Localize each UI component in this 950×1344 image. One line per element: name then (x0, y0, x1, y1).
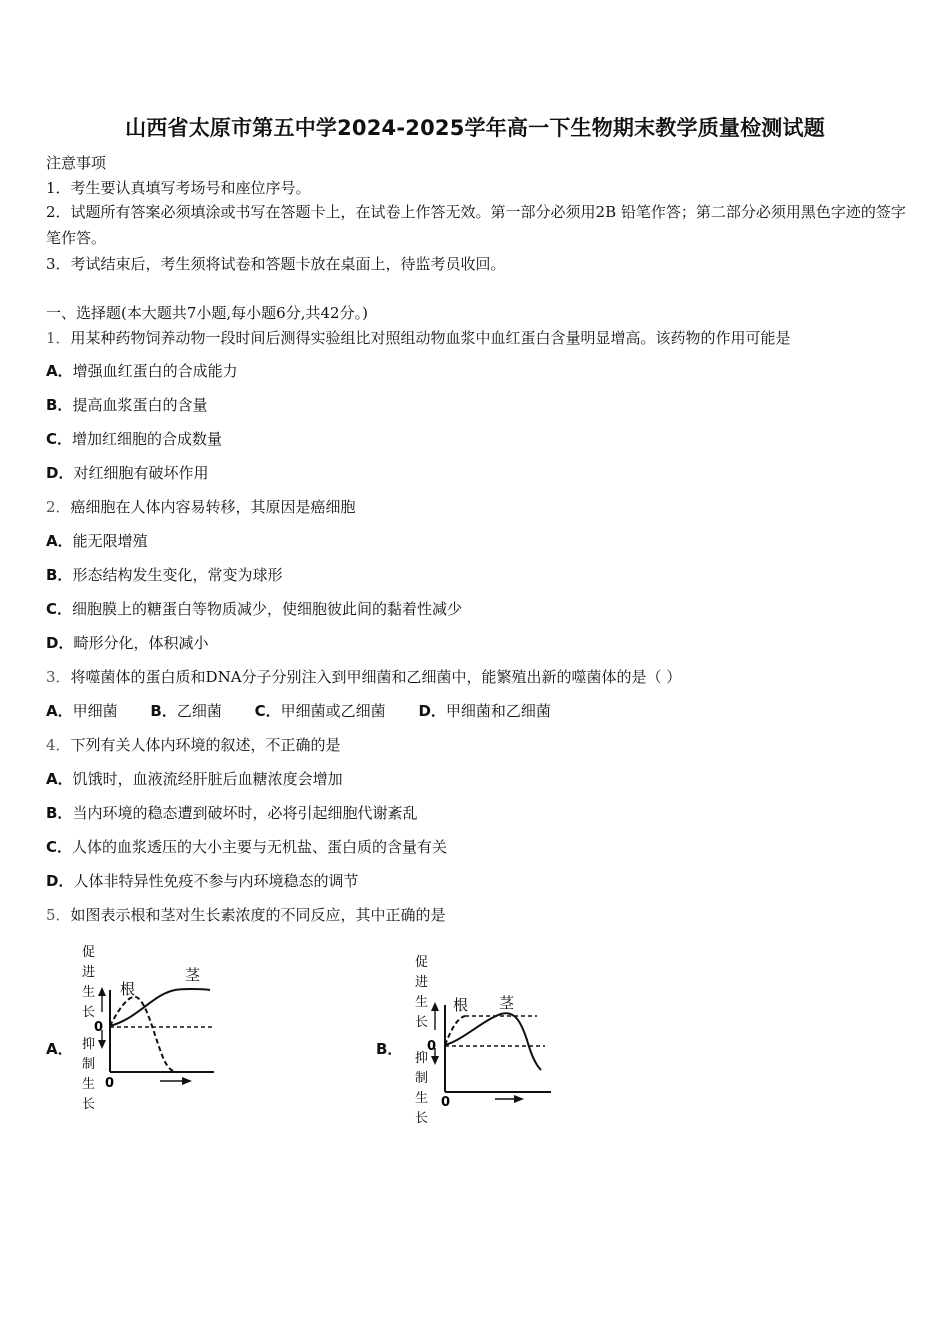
label-zero-x: 0 (105, 1076, 115, 1091)
question-stem: 如图表示根和茎对生长素浓度的不同反应，其中正确的是 (70, 906, 446, 924)
option-key: B． (46, 566, 73, 584)
q2-option-a (46, 531, 148, 551)
option-key: C． (254, 702, 281, 720)
right-arrow-icon (182, 1077, 192, 1085)
option-text: 甲细菌 (72, 702, 118, 720)
notice-heading: 注意事项 (46, 154, 107, 172)
q1-option-c (46, 429, 222, 449)
label-inhibit-3: 生 (82, 1077, 96, 1092)
option-key: B． (46, 396, 73, 414)
option-text: 人体的血浆透压的大小主要与无机盐、蛋白质的含量有关 (72, 838, 448, 856)
label-promote-4: 长 (82, 1005, 96, 1020)
q5-option-b (376, 1039, 402, 1059)
q4-option-b (46, 803, 417, 823)
label-promote-3: 生 (82, 985, 96, 1000)
option-text: 提高血浆蛋白的含量 (72, 396, 208, 414)
option-text: 能无限增殖 (72, 532, 148, 550)
stem-curve (445, 1013, 541, 1070)
option-key: C． (46, 838, 73, 856)
option-text: 饥饿时，血液流经肝脏后血糖浓度会增加 (72, 770, 343, 788)
label-promote-4: 长 (415, 1015, 429, 1030)
notice-item-1: 1．考生要认真填写考场号和座位序号。 (46, 179, 311, 197)
q3-option-d (418, 702, 564, 720)
question-number: 2． (46, 498, 71, 516)
option-key: A． (46, 1040, 73, 1058)
graph-b (405, 950, 555, 1128)
q1-option-b (46, 395, 207, 415)
label-inhibit-4: 长 (82, 1097, 96, 1112)
option-key: A． (46, 362, 73, 380)
notice-item-2: 2．试题所有答案必须填涂或书写在答题卡上，在试卷上作答无效。第一部分必须用2B 铅笔作答；第二部分必须用黑色字迹的签字笔作答。 (46, 203, 906, 247)
option-key: A． (46, 702, 73, 720)
right-arrow-icon (514, 1095, 524, 1103)
q4-option-a (46, 769, 343, 789)
down-arrow-icon (431, 1056, 439, 1065)
q1-option-a (46, 361, 238, 381)
option-key: A． (46, 532, 73, 550)
question-number: 5． (46, 906, 71, 924)
option-key: B． (376, 1040, 403, 1058)
option-key: D． (46, 872, 74, 890)
q2-option-c (46, 599, 462, 619)
q5-option-a (46, 1039, 73, 1059)
q3-option-b (150, 702, 235, 720)
option-key: D． (46, 634, 74, 652)
page-title: 山西省太原市第五中学2024-2025学年高一下生物期末教学质量检测试题 (125, 116, 825, 140)
question-stem: 用某种药物饲养动物一段时间后测得实验组比对照组动物血浆中血红蛋白含量明显增高。该药物的作用可能是 (70, 329, 791, 347)
option-key: A． (46, 770, 73, 788)
option-text: 甲细菌或乙细菌 (280, 702, 386, 720)
label-promote-2: 进 (415, 975, 429, 990)
q3-options (46, 701, 579, 721)
question-stem: 癌细胞在人体内容易转移，其原因是癌细胞 (70, 498, 356, 516)
option-key: B． (46, 804, 73, 822)
label-stem: 茎 (499, 994, 515, 1012)
option-text: 人体非特异性免疫不参与内环境稳态的调节 (73, 872, 359, 890)
question-number: 1． (46, 329, 71, 347)
label-inhibit-4: 长 (415, 1111, 429, 1126)
question-stem: 将噬菌体的蛋白质和DNA分子分别注入到甲细菌和乙细菌中，能繁殖出新的噬菌体的是（ ） (70, 668, 682, 686)
label-inhibit-3: 生 (415, 1091, 429, 1106)
q2-option-b (46, 565, 282, 585)
label-root: 根 (453, 996, 469, 1014)
question-2 (46, 497, 356, 517)
option-text: 对红细胞有破坏作用 (73, 464, 209, 482)
up-arrow-icon (431, 1002, 439, 1011)
question-3 (46, 667, 681, 687)
option-key: C． (46, 430, 73, 448)
label-stem: 茎 (185, 966, 201, 984)
option-text: 增加红细胞的合成数量 (72, 430, 223, 448)
question-stem: 下列有关人体内环境的叙述，不正确的是 (70, 736, 341, 754)
label-zero-y: 0 (94, 1020, 104, 1035)
label-promote-1: 促 (415, 955, 429, 970)
q3-option-c (255, 702, 400, 720)
option-text: 甲细菌和乙细菌 (445, 702, 551, 720)
q4-option-c (46, 837, 447, 857)
option-text: 畸形分化，体积减小 (73, 634, 209, 652)
label-promote-1: 促 (82, 945, 96, 960)
label-inhibit-2: 制 (415, 1071, 429, 1086)
question-4 (46, 735, 341, 755)
graph-a (72, 940, 222, 1118)
question-number: 4． (46, 736, 71, 754)
option-text: 细胞膜上的糖蛋白等物质减少，使细胞彼此间的黏着性减少 (72, 600, 463, 618)
option-text: 形态结构发生变化，常变为球形 (72, 566, 283, 584)
label-promote-3: 生 (415, 995, 429, 1010)
question-5 (46, 905, 446, 925)
label-inhibit-1: 抑 (415, 1051, 429, 1066)
q3-option-a (46, 702, 132, 720)
option-text: 当内环境的稳态遭到破坏时，必将引起细胞代谢紊乱 (72, 804, 418, 822)
question-1 (46, 328, 791, 348)
label-zero-y: 0 (427, 1039, 437, 1054)
up-arrow-icon (98, 987, 106, 996)
option-text: 增强血红蛋白的合成能力 (72, 362, 238, 380)
label-root: 根 (120, 980, 136, 998)
label-zero-x: 0 (441, 1095, 451, 1110)
option-key: D． (418, 702, 446, 720)
question-number: 3． (46, 668, 71, 686)
label-promote-2: 进 (82, 965, 96, 980)
notice-item-3: 3．考试结束后，考生须将试卷和答题卡放在桌面上，待监考员收回。 (46, 255, 506, 273)
label-inhibit-2: 制 (82, 1057, 96, 1072)
option-key: C． (46, 600, 73, 618)
down-arrow-icon (98, 1040, 106, 1049)
option-key: D． (46, 464, 74, 482)
q4-option-d (46, 871, 358, 891)
section-heading: 一、选择题(本大题共7小题,每小题6分,共42分。) (46, 304, 368, 322)
q2-option-d (46, 633, 208, 653)
option-key: B． (150, 702, 177, 720)
option-text: 乙细菌 (176, 702, 222, 720)
label-inhibit-1: 抑 (82, 1037, 96, 1052)
q1-option-d (46, 463, 208, 483)
